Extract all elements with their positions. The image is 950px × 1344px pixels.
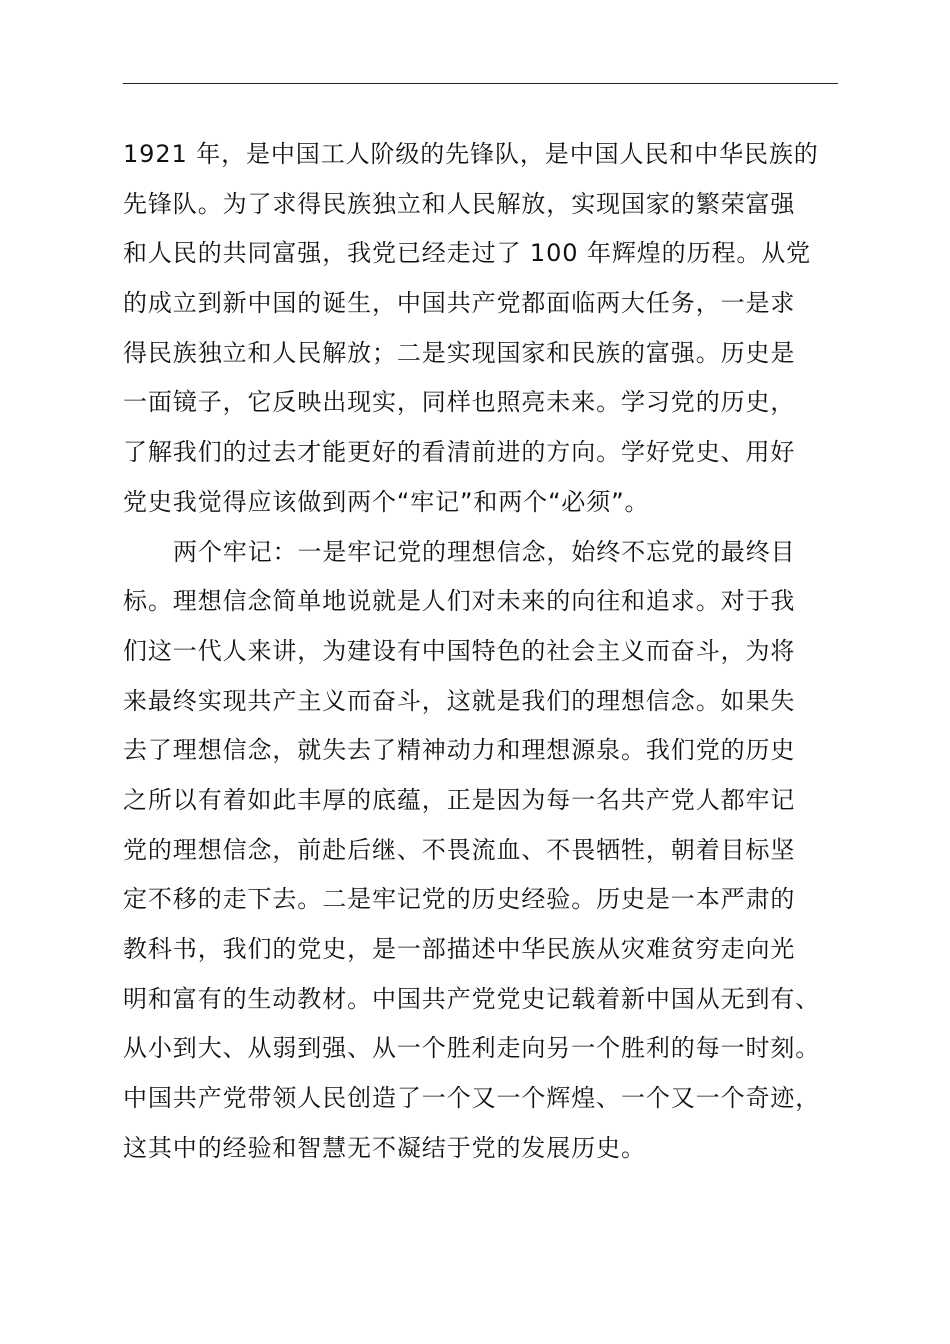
text-line: 一面镜子，它反映出现实，同样也照亮未来。学习党的历史， [123,388,796,417]
text-line: 定不移的走下去。二是牢记党的历史经验。历史是一本严肃的 [123,885,796,914]
text-line: 和人民的共同富强，我党已经走过了 100 年辉煌的历程。从党 [123,239,812,268]
text-line: 去了理想信念，就失去了精神动力和理想源泉。我们党的历史 [123,736,796,765]
text-line: 明和富有的生动教材。中国共产党党史记载着新中国从无到有、 [123,984,821,1013]
text-line: 们这一代人来讲，为建设有中国特色的社会主义而奋斗，为将 [123,636,796,665]
text-line: 了解我们的过去才能更好的看清前进的方向。学好党史、用好 [123,438,796,467]
text-line: 1921 年，是中国工人阶级的先锋队，是中国人民和中华民族的 [123,140,819,168]
text-line: 标。理想信念简单地说就是人们对未来的向往和追求。对于我 [123,587,796,616]
text-line: 党的理想信念，前赴后继、不畏流血、不畏牺牲，朝着目标坚 [123,835,796,864]
document-body [123,130,883,1173]
text-line: 党史我觉得应该做到两个“牢记”和两个“必须”。 [123,487,650,516]
text-line: 得民族独立和人民解放；二是实现国家和民族的富强。历史是 [123,338,796,367]
paragraph-start-line: 两个牢记：一是牢记党的理想信念，始终不忘党的最终目 [173,537,796,566]
text-line: 之所以有着如此丰厚的底蕴，正是因为每一名共产党人都牢记 [123,785,796,814]
text-line: 来最终实现共产主义而奋斗，这就是我们的理想信念。如果失 [123,686,796,715]
text-line: 从小到大、从弱到强、从一个胜利走向另一个胜利的每一时刻。 [123,1034,821,1063]
header-rule [123,83,838,84]
text-line: 这其中的经验和智慧无不凝结于党的发展历史。 [123,1133,646,1162]
text-line: 教科书，我们的党史，是一部描述中华民族从灾难贫穷走向光 [123,935,796,963]
text-line: 先锋队。为了求得民族独立和人民解放，实现国家的繁荣富强 [123,189,796,218]
text-line: 的成立到新中国的诞生，中国共产党都面临两大任务，一是求 [123,289,796,318]
text-line: 中国共产党带领人民创造了一个又一个辉煌、一个又一个奇迹， [123,1084,821,1113]
